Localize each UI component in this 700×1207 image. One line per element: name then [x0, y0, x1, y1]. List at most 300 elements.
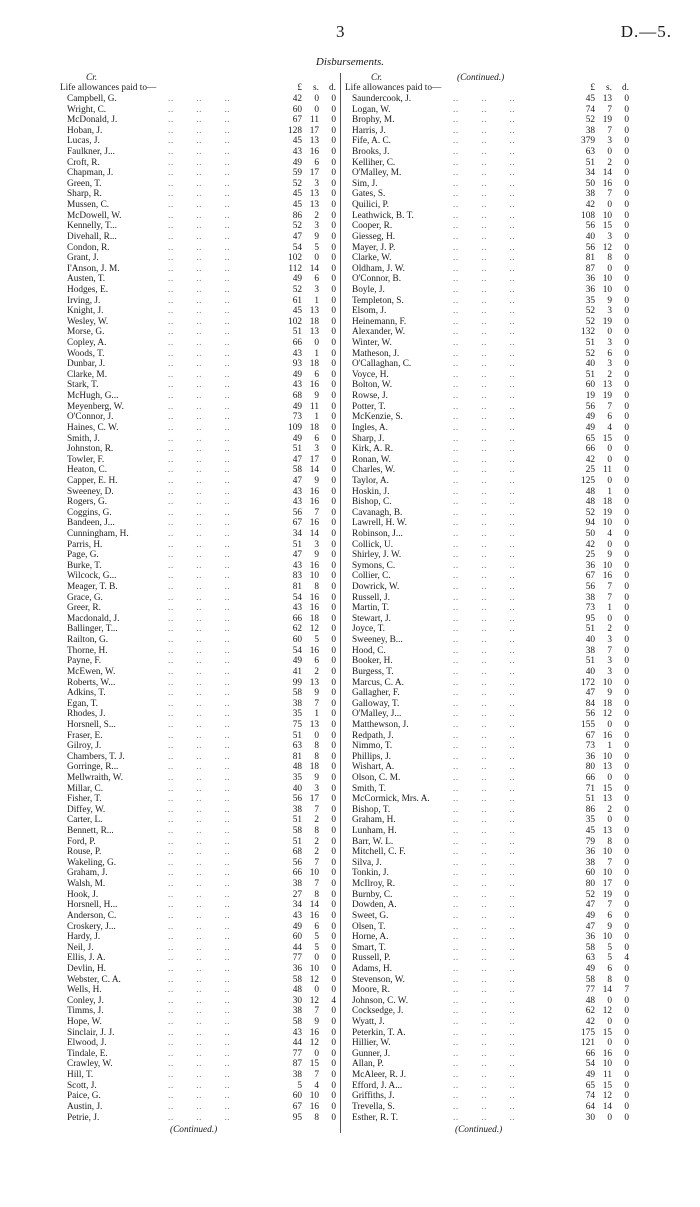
- payee-name: Collier, C.: [352, 571, 391, 582]
- shillings-value: 6: [607, 910, 612, 921]
- pounds-value: 49: [292, 921, 302, 932]
- amount: [280, 646, 336, 657]
- table-row: [60, 709, 336, 720]
- leader-dots: .. .. ..: [168, 815, 231, 826]
- pence-value: 0: [624, 157, 629, 168]
- leader-dots: .. .. ..: [168, 868, 231, 879]
- shillings-value: 19: [602, 507, 612, 518]
- pence-value: 0: [624, 189, 629, 200]
- payee-name: Galloway, T.: [352, 698, 400, 709]
- payee-name: Efford, J. A...: [352, 1080, 403, 1091]
- pence-value: 0: [331, 369, 336, 380]
- shillings-value: 0: [607, 1038, 612, 1049]
- shillings-value: 16: [602, 730, 612, 741]
- section-heading: Disbursements.: [315, 56, 385, 68]
- pounds-value: 47: [292, 550, 302, 561]
- leader-dots: .. .. ..: [168, 1017, 231, 1028]
- amount: [280, 953, 336, 964]
- shillings-value: 9: [607, 550, 612, 561]
- leader-dots: .. .. ..: [168, 794, 231, 805]
- payee-name: Mayer, J. P.: [352, 242, 396, 253]
- pence-value: 0: [331, 359, 336, 370]
- pence-value: 0: [624, 571, 629, 582]
- pounds-value: 87: [585, 263, 595, 274]
- table-row: [345, 826, 629, 837]
- pence-value: 0: [624, 910, 629, 921]
- payee-name: Adkins, T.: [67, 688, 106, 699]
- amount: [573, 1028, 629, 1039]
- pounds-value: 36: [292, 963, 302, 974]
- leader-dots: .. .. ..: [453, 178, 516, 189]
- table-row: [345, 136, 629, 147]
- shillings-value: 7: [314, 857, 319, 868]
- leader-dots: .. .. ..: [168, 178, 231, 189]
- table-row: [60, 1059, 336, 1070]
- shillings-value: 12: [602, 242, 612, 253]
- leader-dots: .. .. ..: [168, 677, 231, 688]
- shillings-value: 0: [607, 539, 612, 550]
- pounds-value: 71: [585, 783, 595, 794]
- shillings-value: 7: [314, 698, 319, 709]
- shillings-value: 7: [607, 857, 612, 868]
- table-row: [60, 412, 336, 423]
- leader-dots: .. .. ..: [453, 603, 516, 614]
- amount: [573, 391, 629, 402]
- shillings-value: 0: [607, 1017, 612, 1028]
- shillings-value: 8: [314, 741, 319, 752]
- leader-dots: .. .. ..: [168, 125, 231, 136]
- pounds-value: 79: [585, 836, 595, 847]
- payee-name: Kelliher, C.: [352, 157, 396, 168]
- pence-value: 0: [624, 1080, 629, 1091]
- shillings-value: 0: [607, 444, 612, 455]
- amount: [280, 1017, 336, 1028]
- shillings-value: 14: [309, 465, 319, 476]
- table-row: [345, 678, 629, 689]
- pounds-value: 42: [585, 454, 595, 465]
- pounds-value: 43: [292, 497, 302, 508]
- pounds-value: 49: [292, 433, 302, 444]
- table-row: [345, 890, 629, 901]
- table-row: [60, 147, 336, 158]
- pounds-value: 50: [585, 178, 595, 189]
- pence-value: 0: [624, 719, 629, 730]
- table-row: [345, 837, 629, 848]
- amount: [280, 253, 336, 264]
- table-row: [60, 327, 336, 338]
- leader-dots: .. .. ..: [453, 783, 516, 794]
- shillings-value: 6: [314, 921, 319, 932]
- payee-name: Tindale, E.: [67, 1048, 108, 1059]
- payee-name: Matthewson, J.: [352, 719, 409, 730]
- pence-value: 7: [624, 985, 629, 996]
- table-row: [345, 327, 629, 338]
- pounds-value: 51: [585, 157, 595, 168]
- pounds-value: 45: [585, 94, 595, 104]
- payee-name: Egan, T.: [67, 698, 98, 709]
- pounds-value: 44: [292, 1038, 302, 1049]
- shillings-value: 3: [314, 783, 319, 794]
- payee-name: Saundercook, J.: [352, 94, 412, 104]
- shillings-value: 2: [607, 369, 612, 380]
- amount: [573, 975, 629, 986]
- pounds-value: 51: [585, 369, 595, 380]
- pence-value: 0: [624, 242, 629, 253]
- pence-value: 0: [624, 1059, 629, 1070]
- pounds-value: 64: [585, 1101, 595, 1112]
- payee-name: McDonald, J.: [67, 115, 118, 126]
- payee-name: Walsh, M.: [67, 879, 106, 890]
- pounds-value: 45: [292, 136, 302, 147]
- amount: [280, 614, 336, 625]
- pence-value: 0: [624, 794, 629, 805]
- amount: [280, 943, 336, 954]
- payee-name: Divehall, R...: [67, 231, 117, 242]
- pence-value: 0: [331, 433, 336, 444]
- leader-dots: .. .. ..: [453, 136, 516, 147]
- table-row: [345, 656, 629, 667]
- leader-dots: .. .. ..: [453, 539, 516, 550]
- leader-dots: .. .. ..: [453, 953, 516, 964]
- leader-dots: .. .. ..: [168, 730, 231, 741]
- table-row: [60, 646, 336, 657]
- leader-dots: .. .. ..: [168, 136, 231, 147]
- pounds-value: 49: [585, 422, 595, 433]
- pence-value: 0: [331, 1027, 336, 1038]
- amount: [280, 380, 336, 391]
- shillings-value: 16: [602, 178, 612, 189]
- leader-dots: .. .. ..: [168, 359, 231, 370]
- pence-value: 0: [331, 603, 336, 614]
- shillings-value: 16: [309, 518, 319, 529]
- payee-name: Croskery, J...: [67, 921, 116, 932]
- payee-name: Capper, E. H.: [67, 475, 118, 486]
- table-row: [345, 699, 629, 710]
- shillings-value: 13: [309, 189, 319, 200]
- table-row: [60, 359, 336, 370]
- amount: [280, 911, 336, 922]
- table-row: [345, 1102, 629, 1113]
- table-row: [345, 518, 629, 529]
- amount: [280, 699, 336, 710]
- payee-name: O'Callaghan, C.: [352, 359, 412, 370]
- table-row: [345, 667, 629, 678]
- amount: [280, 593, 336, 604]
- pence-value: 0: [624, 592, 629, 603]
- payee-name: Cocksedge, J.: [352, 1006, 404, 1017]
- amount: [573, 518, 629, 529]
- pence-value: 0: [624, 688, 629, 699]
- pounds-value: 67: [585, 730, 595, 741]
- leader-dots: .. .. ..: [453, 666, 516, 677]
- payee-name: Shirley, J. W.: [352, 550, 402, 561]
- pounds-value: 42: [585, 539, 595, 550]
- shillings-value: 6: [607, 963, 612, 974]
- table-row: [60, 741, 336, 752]
- pounds-value: 40: [292, 783, 302, 794]
- leader-dots: .. .. ..: [168, 338, 231, 349]
- leader-dots: .. .. ..: [168, 985, 231, 996]
- shillings-value: 18: [309, 422, 319, 433]
- amount: [280, 136, 336, 147]
- shillings-value: 8: [314, 826, 319, 837]
- amount: [573, 985, 629, 996]
- amount: [280, 317, 336, 328]
- leader-dots: .. .. ..: [453, 327, 516, 338]
- payee-name: Silva, J.: [352, 857, 382, 868]
- payee-name: O'Malley, M.: [352, 168, 402, 179]
- payee-name: Heinemann, F.: [352, 316, 407, 327]
- payee-name: Potter, T.: [352, 401, 386, 412]
- leader-dots: .. .. ..: [168, 380, 231, 391]
- shillings-value: 13: [309, 719, 319, 730]
- amount: [573, 815, 629, 826]
- payee-name: Dunbar, J.: [67, 359, 106, 370]
- leader-dots: .. .. ..: [453, 1048, 516, 1059]
- pence-value: 0: [331, 857, 336, 868]
- payee-name: Railton, G.: [67, 635, 109, 646]
- table-row: [60, 1102, 336, 1113]
- payee-name: Hook, J.: [67, 889, 99, 900]
- amount: [573, 264, 629, 275]
- leader-dots: .. .. ..: [453, 815, 516, 826]
- pence-value: 0: [331, 518, 336, 529]
- pence-value: 0: [624, 1091, 629, 1102]
- leader-dots: .. .. ..: [453, 963, 516, 974]
- pence-value: 0: [624, 221, 629, 232]
- leader-dots: .. .. ..: [453, 719, 516, 730]
- shillings-value: 11: [310, 115, 319, 126]
- shillings-value: 5: [314, 242, 319, 253]
- pounds-value: 47: [292, 231, 302, 242]
- shillings-header: s.: [313, 83, 319, 93]
- table-row: [60, 370, 336, 381]
- pence-value: 0: [331, 953, 336, 964]
- pence-value: 0: [624, 900, 629, 911]
- leader-dots: .. .. ..: [168, 550, 231, 561]
- table-row: [345, 285, 629, 296]
- payee-name: Bishop, C.: [352, 497, 392, 508]
- pounds-value: 95: [292, 1112, 302, 1123]
- shillings-value: 3: [314, 444, 319, 455]
- amount: [573, 168, 629, 179]
- pence-value: 0: [624, 210, 629, 221]
- pounds-value: 49: [292, 656, 302, 667]
- leader-dots: .. .. ..: [453, 804, 516, 815]
- pounds-value: 38: [585, 189, 595, 200]
- shillings-value: 17: [309, 454, 319, 465]
- shillings-value: 14: [309, 263, 319, 274]
- amount: [573, 529, 629, 540]
- table-row: [60, 380, 336, 391]
- table-row: [60, 815, 336, 826]
- payee-name: Grant, J.: [67, 253, 99, 264]
- leader-dots: .. .. ..: [453, 210, 516, 221]
- leader-dots: .. .. ..: [453, 295, 516, 306]
- pounds-value: 94: [585, 518, 595, 529]
- table-row: [60, 540, 336, 551]
- leader-dots: .. .. ..: [168, 847, 231, 858]
- pounds-value: 86: [292, 210, 302, 221]
- pounds-value: 5: [297, 1080, 302, 1091]
- leader-dots: .. .. ..: [168, 486, 231, 497]
- shillings-value: 3: [607, 136, 612, 147]
- shillings-value: 18: [309, 762, 319, 773]
- amount: [280, 306, 336, 317]
- pence-value: 0: [331, 656, 336, 667]
- shillings-value: 8: [314, 751, 319, 762]
- pounds-value: 27: [292, 889, 302, 900]
- amount: [280, 837, 336, 848]
- shillings-value: 12: [309, 1038, 319, 1049]
- pence-value: 0: [331, 316, 336, 327]
- payee-name: Bishop, T.: [352, 804, 391, 815]
- leader-dots: .. .. ..: [168, 412, 231, 423]
- table-row: [345, 794, 629, 805]
- leader-dots: .. .. ..: [168, 719, 231, 730]
- payee-name: Martin, T.: [352, 603, 390, 614]
- amount: [573, 243, 629, 254]
- payee-name: Quilici, P.: [352, 200, 389, 211]
- shillings-value: 15: [602, 433, 612, 444]
- table-row: [60, 858, 336, 869]
- pence-value: 0: [624, 857, 629, 868]
- payee-name: Matheson, J.: [352, 348, 400, 359]
- pence-value: 0: [624, 1112, 629, 1123]
- amount: [573, 752, 629, 763]
- pounds-value: 93: [292, 359, 302, 370]
- pence-value: 0: [624, 168, 629, 179]
- pounds-value: 56: [292, 507, 302, 518]
- pounds-value: 38: [292, 804, 302, 815]
- leader-dots: .. .. ..: [168, 751, 231, 762]
- leader-dots: .. .. ..: [453, 826, 516, 837]
- payee-name: Sharp, J.: [352, 433, 385, 444]
- payee-name: Horsnell, H...: [67, 900, 118, 911]
- payee-name: Cunningham, H.: [67, 528, 129, 539]
- leader-dots: .. .. ..: [168, 263, 231, 274]
- shillings-value: 12: [602, 709, 612, 720]
- shillings-value: 14: [602, 168, 612, 179]
- shillings-value: 10: [602, 1059, 612, 1070]
- pence-value: 0: [624, 454, 629, 465]
- pounds-value: 44: [292, 942, 302, 953]
- amount: [573, 465, 629, 476]
- pence-value: 0: [331, 942, 336, 953]
- payee-name: I'Anson, J. M.: [67, 263, 120, 274]
- leader-dots: .. .. ..: [453, 104, 516, 115]
- shillings-value: 7: [607, 592, 612, 603]
- pence-value: 0: [331, 900, 336, 911]
- pounds-value: 43: [292, 380, 302, 391]
- pounds-value: 36: [585, 284, 595, 295]
- amount: [573, 571, 629, 582]
- amount: [573, 200, 629, 211]
- leader-dots: .. .. ..: [168, 624, 231, 635]
- payee-name: Greer, R.: [67, 603, 101, 614]
- currency-header: [280, 83, 336, 94]
- pence-value: 0: [624, 380, 629, 391]
- pence-value: 0: [624, 826, 629, 837]
- pence-value: 0: [624, 836, 629, 847]
- table-row: [345, 1113, 629, 1124]
- pence-value: 0: [331, 539, 336, 550]
- leader-dots: .. .. ..: [168, 688, 231, 699]
- amount: [280, 900, 336, 911]
- leader-dots: .. .. ..: [168, 773, 231, 783]
- amount: [573, 434, 629, 445]
- amount: [280, 932, 336, 943]
- shillings-value: 0: [607, 263, 612, 274]
- pence-value: 0: [624, 804, 629, 815]
- leader-dots: .. .. ..: [453, 348, 516, 359]
- table-row: [345, 243, 629, 254]
- table-row: [60, 476, 336, 487]
- shillings-value: 7: [607, 125, 612, 136]
- pounds-value: 51: [292, 327, 302, 338]
- pence-value: 0: [331, 582, 336, 593]
- amount: [280, 688, 336, 699]
- amount: [573, 487, 629, 498]
- pence-header: d.: [622, 83, 629, 93]
- amount: [573, 593, 629, 604]
- table-row: [60, 582, 336, 593]
- pounds-value: 43: [292, 348, 302, 359]
- table-row: [345, 688, 629, 699]
- pounds-value: 38: [292, 698, 302, 709]
- pence-value: 0: [624, 645, 629, 656]
- shillings-value: 16: [309, 592, 319, 603]
- table-row: [60, 826, 336, 837]
- payee-name: Woods, T.: [67, 348, 105, 359]
- leader-dots: .. .. ..: [453, 921, 516, 932]
- pence-value: 0: [624, 624, 629, 635]
- pounds-value: 49: [292, 157, 302, 168]
- payee-name: Barr, W. L.: [352, 836, 394, 847]
- payee-name: McDowell, W.: [67, 210, 122, 221]
- pounds-value: 35: [585, 815, 595, 826]
- payee-name: Condon, R.: [67, 242, 110, 253]
- pounds-value: 66: [585, 1048, 595, 1059]
- pence-value: 0: [624, 518, 629, 529]
- payee-name: McKenzie, S.: [352, 412, 403, 423]
- pounds-value: 40: [585, 231, 595, 242]
- leader-dots: .. .. ..: [453, 497, 516, 508]
- shillings-value: 6: [607, 412, 612, 423]
- amount: [280, 996, 336, 1007]
- pounds-value: 47: [585, 900, 595, 911]
- leader-dots: .. .. ..: [453, 147, 516, 158]
- shillings-value: 1: [314, 348, 319, 359]
- pounds-value: 49: [292, 274, 302, 285]
- payee-name: Green, T.: [67, 178, 102, 189]
- table-row: [60, 274, 336, 285]
- pounds-value: 84: [585, 698, 595, 709]
- amount: [280, 402, 336, 413]
- pounds-value: 56: [585, 709, 595, 720]
- pence-value: 0: [331, 338, 336, 349]
- pence-value: 0: [331, 348, 336, 359]
- table-row: [60, 773, 336, 784]
- shillings-value: 15: [602, 783, 612, 794]
- pence-value: 0: [331, 189, 336, 200]
- pence-value: 0: [331, 253, 336, 264]
- pence-value: 0: [624, 698, 629, 709]
- leader-dots: .. .. ..: [168, 274, 231, 285]
- payee-name: Esther, R. T.: [352, 1112, 399, 1123]
- table-row: [345, 232, 629, 243]
- shillings-value: 1: [314, 709, 319, 720]
